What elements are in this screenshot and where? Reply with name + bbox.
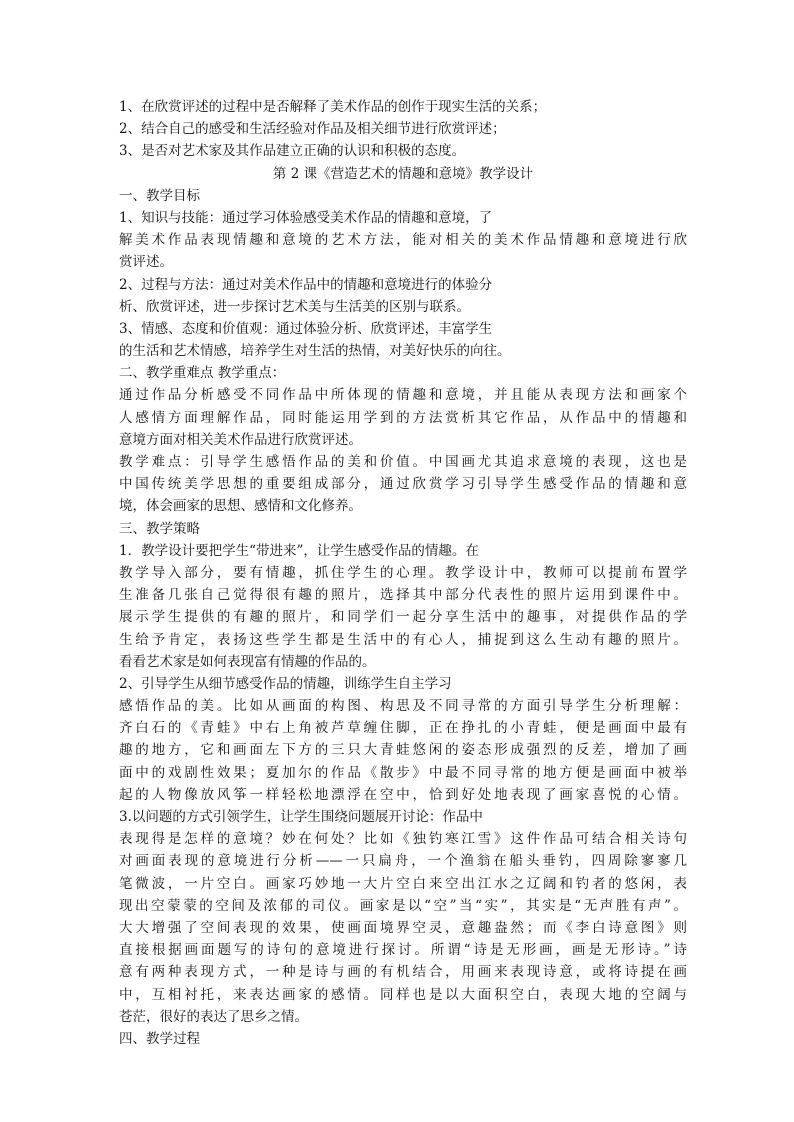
text-line: 境，体会画家的思想、感情和文化修养。 xyxy=(119,498,362,515)
text-line: 意境方面对相关美术作品进行欣赏评述。 xyxy=(119,431,362,448)
text-line: 感悟作品的美。比如从画面的构图、构思及不同寻常的方面引导学生分析理解： xyxy=(119,698,687,715)
text-line: 对画面表现的意境进行分析——一只扁舟，一个渔翁在船头垂钓，四周除寥寥几 xyxy=(119,853,687,870)
text-line: 通过作品分析感受不同作品中所体现的情趣和意境，并且能从表现方法和画家个 xyxy=(119,387,687,404)
text-line: 表现得是怎样的意境？妙在何处？比如《独钓寒江雪》这件作品可结合相关诗句 xyxy=(119,831,687,848)
text-line: 中国传统美学思想的重要组成部分，通过欣赏学习引导学生感受作品的情趣和意 xyxy=(119,476,687,493)
text-line: 一、教学目标 xyxy=(119,187,200,204)
text-line: 苍茫，很好的表达了思乡之情。 xyxy=(119,1008,308,1025)
text-line: 现出空蒙蒙的空间及浓郁的司仪。画家是以“空”当“实”，其实是“无声胜有声”。 xyxy=(119,897,687,914)
text-line: 析、欣赏评述，进一步探讨艺术美与生活美的区别与联系。 xyxy=(119,298,470,315)
text-line: 四、教学过程 xyxy=(119,1030,200,1047)
text-line: 三、教学策略 xyxy=(119,520,200,537)
text-line: 生给予肯定，表扬这些学生都是生活中的有心人，捕捉到这么生动有趣的照片。 xyxy=(119,631,687,648)
text-line: 笔微波，一片空白。画家巧妙地一大片空白来空出江水之辽阔和钓者的悠闲，表 xyxy=(119,875,687,892)
text-line: 趣的地方，它和画面左下方的三只大青蛙悠闲的姿态形成强烈的反差，增加了画 xyxy=(119,742,687,759)
text-line: 教学导入部分，要有情趣，抓住学生的心理。教学设计中，教师可以提前布置学 xyxy=(119,564,687,581)
text-line: 1、在欣赏评述的过程中是否解释了美术作品的创作于现实生活的关系； xyxy=(119,99,547,115)
text-line: 解美术作品表现情趣和意境的艺术方法，能对相关的美术作品情趣和意境进行欣 xyxy=(119,232,687,249)
text-line: 赏评述。 xyxy=(119,254,173,271)
text-line: 中，互相衬托，来表达画家的感情。同样也是以大面积空白，表现大地的空阔与 xyxy=(119,986,687,1003)
text-line: 1、知识与技能：通过学习体验感受美术作品的情趣和意境，了 xyxy=(119,209,493,226)
text-line: 2、过程与方法：通过对美术作品中的情趣和意境进行的体验分 xyxy=(119,276,493,293)
text-line: 3、是否对艺术家及其作品建立正确的认识和积极的态度。 xyxy=(119,143,466,160)
text-line: 2、结合自己的感受和生活经验对作品及相关细节进行欣赏评述； xyxy=(119,121,506,138)
text-line: 生准备几张自己觉得很有趣的照片，选择其中部分代表性的照片运用到课件中。 xyxy=(119,587,687,604)
text-line: 意有两种表现方式，一种是诗与画的有机结合，用画来表现诗意，或将诗提在画 xyxy=(119,964,687,981)
lesson-title: 第 2 课《营造艺术的情趣和意境》教学设计 xyxy=(272,165,534,182)
text-line: 2、引导学生从细节感受作品的情趣，训练学生自主学习 xyxy=(119,675,452,692)
document-page xyxy=(119,96,687,1050)
text-line: 教学难点：引导学生感悟作品的美和价值。中国画尤其追求意境的表现，这也是 xyxy=(119,454,687,470)
text-line: 直接根据画面题写的诗句的意境进行探讨。所谓“诗是无形画，画是无形诗。”诗 xyxy=(119,942,687,959)
text-line: 1．教学设计要把学生“带进来”，让学生感受作品的情趣。在 xyxy=(119,542,479,559)
text-line: 起的人物像放风筝一样轻松地漂浮在空中，恰到好处地表现了画家喜悦的心情。 xyxy=(119,786,687,803)
text-line: 3.以问题的方式引领学生，让学生围绕问题展开讨论：作品中 xyxy=(119,809,483,825)
text-line: 3、情感、态度和价值观：通过体验分析、欣赏评述，丰富学生 xyxy=(119,320,493,337)
text-line: 面中的戏剧性效果；夏加尔的作品《散步》中最不同寻常的地方便是画面中被举 xyxy=(119,764,687,781)
text-line: 人感情方面理解作品，同时能运用学到的方法赏析其它作品，从作品中的情趣和 xyxy=(119,409,687,426)
text-line: 大大增强了空间表现的效果，使画面境界空灵，意趣盎然；而《李白诗意图》则 xyxy=(119,919,687,936)
text-line: 的生活和艺术情感，培养学生对生活的热情，对美好快乐的向往。 xyxy=(119,343,511,360)
text-line: 展示学生提供的有趣的照片，和同学们一起分享生活中的趣事，对提供作品的学 xyxy=(119,609,687,626)
text-line: 齐白石的《青蛙》中右上角被芦草缠住脚，正在挣扎的小青蛙，便是画面中最有 xyxy=(119,720,687,737)
text-line: 看看艺术家是如何表现富有情趣的作品的。 xyxy=(119,653,376,670)
text-line: 二、教学重难点 教学重点： xyxy=(119,365,286,382)
